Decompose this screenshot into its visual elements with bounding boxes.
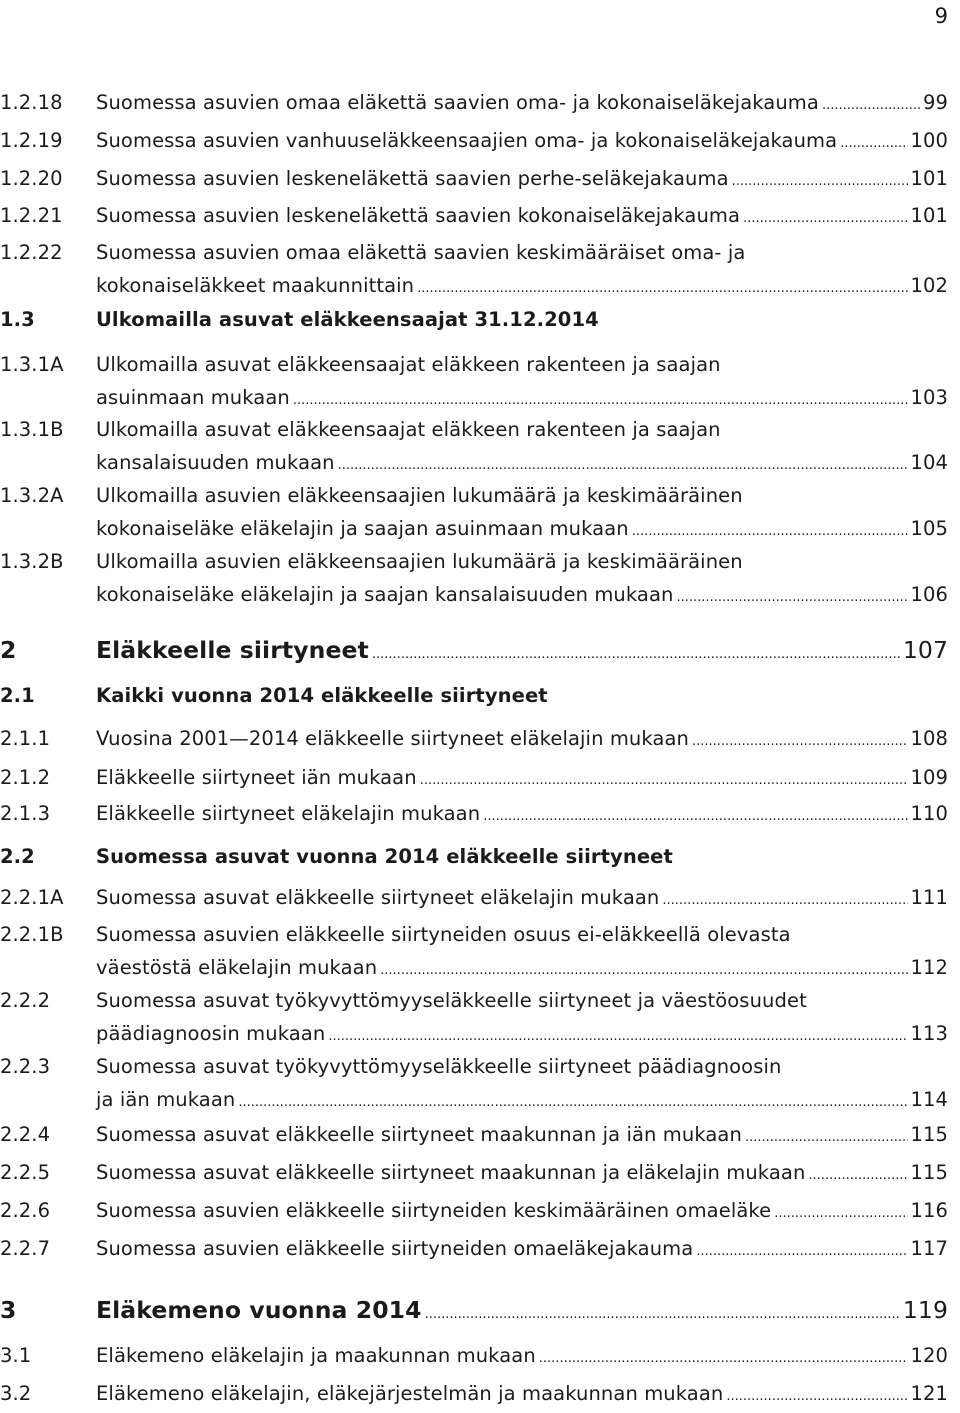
page-number: 9 xyxy=(934,4,948,28)
toc-entry-title: Vuosina 2001—2014 eläkkeelle siirtyneet eläkelajin mukaan xyxy=(96,727,689,750)
toc-entry-title: kansalaisuuden mukaan xyxy=(96,451,335,474)
toc-entry[interactable] xyxy=(0,86,948,122)
toc-entry-line xyxy=(96,479,948,512)
toc-leader-dots xyxy=(238,1086,908,1119)
toc-entry-number: 2.2.4 xyxy=(0,1123,51,1146)
toc-entry-line xyxy=(96,1118,948,1154)
toc-entry-number: 2.2.6 xyxy=(0,1199,51,1222)
toc-leader-dots xyxy=(808,1159,908,1192)
toc-entry-title: Ulkomailla asuvien eläkkeensaajien lukumäärä ja keskimääräinen xyxy=(96,550,743,573)
toc-entry-line xyxy=(96,1156,948,1192)
toc-entry-title: Suomessa asuvien eläkkeelle siirtyneiden keskimääräinen omaeläke xyxy=(96,1199,772,1222)
toc-section-heading[interactable] xyxy=(0,679,948,712)
toc-entry-number: 2.2.2 xyxy=(0,989,51,1012)
toc-entry-body xyxy=(96,1156,948,1192)
toc-entry-number: 2.1.1 xyxy=(0,727,51,750)
toc-entry-body xyxy=(96,722,948,758)
toc-entry-line xyxy=(96,446,948,482)
toc-entry-line xyxy=(96,413,948,446)
toc-entry[interactable] xyxy=(0,236,948,305)
toc-entry-title: Suomessa asuvat vuonna 2014 eläkkeelle siirtyneet xyxy=(96,845,673,868)
toc-leader-dots xyxy=(417,272,908,305)
toc-entry[interactable] xyxy=(0,1339,948,1375)
toc-entry-line xyxy=(96,1050,948,1083)
toc-section-heading[interactable] xyxy=(0,840,948,873)
toc-entry-line xyxy=(96,918,948,951)
toc-entry-line xyxy=(96,984,948,1017)
toc-entry-body xyxy=(96,236,948,305)
toc-page-number[interactable]: 100 xyxy=(910,129,948,152)
toc-entry-title: Ulkomailla asuvat eläkkeensaajat eläkkeen rakenteen ja saajan xyxy=(96,353,721,376)
toc-entry-title: Ulkomailla asuvat eläkkeensaajat 31.12.2014 xyxy=(96,308,599,331)
toc-entry-title: Suomessa asuvien vanhuuseläkkeensaajien oma- ja kokonaiseläkejakauma xyxy=(96,129,838,152)
toc-entry[interactable] xyxy=(0,1194,948,1230)
toc-entry-body xyxy=(96,1377,948,1413)
toc-page-number[interactable]: 116 xyxy=(910,1199,948,1222)
toc-entry[interactable] xyxy=(0,545,948,614)
toc-leader-dots xyxy=(743,202,908,235)
toc-entry-line xyxy=(96,881,948,917)
toc-leader-dots xyxy=(425,1298,901,1331)
toc-entry-body xyxy=(96,303,948,336)
toc-page-number[interactable]: 117 xyxy=(910,1237,948,1260)
toc-entry-title: päädiagnoosin mukaan xyxy=(96,1022,326,1045)
toc-entry-line xyxy=(96,199,948,235)
toc-entry-body xyxy=(96,797,948,833)
toc-page-number[interactable]: 99 xyxy=(922,91,948,114)
toc-section-heading[interactable] xyxy=(0,303,948,336)
toc-entry-line xyxy=(96,303,948,336)
toc-entry-title: Suomessa asuvien leskeneläkettä saavien kokonaiseläkejakauma xyxy=(96,204,741,227)
toc-entry-body xyxy=(96,1194,948,1230)
toc-entry-title: kokonaiseläke eläkelajin ja saajan kansalaisuuden mukaan xyxy=(96,583,674,606)
toc-entry[interactable] xyxy=(0,124,948,160)
toc-entry-title: Suomessa asuvat eläkkeelle siirtyneet eläkelajin mukaan xyxy=(96,886,660,909)
toc-entry[interactable] xyxy=(0,722,948,758)
toc-entry-line xyxy=(96,722,948,758)
toc-entry[interactable] xyxy=(0,984,948,1053)
toc-entry-number: 2.2.5 xyxy=(0,1161,51,1184)
toc-entry-title: Eläkkeelle siirtyneet eläkelajin mukaan xyxy=(96,802,481,825)
toc-leader-dots xyxy=(732,165,909,198)
toc-entry-title: Eläkkeelle siirtyneet iän mukaan xyxy=(96,766,417,789)
toc-entry-line xyxy=(96,162,948,198)
toc-page-number[interactable]: 104 xyxy=(910,451,948,474)
toc-page-number[interactable]: 114 xyxy=(910,1088,948,1111)
toc-entry-body xyxy=(96,761,948,797)
toc-entry-number: 2.2.3 xyxy=(0,1055,51,1078)
toc-entry-number: 1.3.1A xyxy=(0,353,64,376)
toc-entry-line xyxy=(96,951,948,987)
toc-leader-dots xyxy=(726,1380,908,1413)
toc-entry-number: 1.3 xyxy=(0,308,35,331)
toc-leader-dots xyxy=(774,1197,908,1230)
toc-leader-dots xyxy=(372,638,901,671)
toc-page-number[interactable]: 111 xyxy=(910,886,948,909)
toc-entry[interactable] xyxy=(0,918,948,987)
toc-entry-body xyxy=(96,1118,948,1154)
toc-entry-line xyxy=(96,1294,948,1331)
toc-entry[interactable] xyxy=(0,348,948,417)
toc-page-number[interactable]: 120 xyxy=(910,1344,948,1367)
toc-leader-dots xyxy=(662,884,908,917)
toc-entry-line xyxy=(96,840,948,873)
toc-entry-line xyxy=(96,1017,948,1053)
toc-entry-body xyxy=(96,881,948,917)
toc-entry-number: 2.2.1B xyxy=(0,923,64,946)
toc-page-number[interactable]: 103 xyxy=(910,386,948,409)
toc-entry-title: Suomessa asuvien omaa eläkettä saavien oma- ja kokonaiseläkejakauma xyxy=(96,91,819,114)
toc-entry[interactable] xyxy=(0,1050,948,1119)
toc-entry-title: Suomessa asuvat työkyvyttömyyseläkkeelle siirtyneet ja väestöosuudet xyxy=(96,989,807,1012)
toc-entry[interactable] xyxy=(0,1156,948,1192)
toc-entry-body xyxy=(96,984,948,1053)
toc-entry-number: 1.2.21 xyxy=(0,204,63,227)
toc-entry-number: 3.1 xyxy=(0,1344,32,1367)
toc-entry[interactable] xyxy=(0,1232,948,1268)
toc-entry-title: Suomessa asuvien omaa eläkettä saavien keskimääräiset oma- ja xyxy=(96,241,746,264)
toc-leader-dots xyxy=(539,1342,909,1375)
toc-leader-dots xyxy=(632,515,909,548)
toc-entry[interactable] xyxy=(0,413,948,482)
toc-entry[interactable] xyxy=(0,1118,948,1154)
toc-leader-dots xyxy=(692,725,908,758)
toc-entry-body xyxy=(96,634,948,671)
toc-entry-body xyxy=(96,1339,948,1375)
toc-entry-body xyxy=(96,348,948,417)
toc-entry-line xyxy=(96,381,948,417)
toc-entry-body xyxy=(96,199,948,235)
toc-leader-dots xyxy=(696,1235,908,1268)
toc-entry-number: 2.2.1A xyxy=(0,886,64,909)
toc-page-number[interactable]: 105 xyxy=(910,517,948,540)
toc-entry-line xyxy=(96,269,948,305)
toc-entry-line xyxy=(96,348,948,381)
toc-entry-body xyxy=(96,918,948,987)
toc-entry-line xyxy=(96,86,948,122)
toc-entry-line xyxy=(96,124,948,160)
toc-entry[interactable] xyxy=(0,479,948,548)
toc-entry-body xyxy=(96,413,948,482)
toc-entry[interactable] xyxy=(0,1377,948,1413)
toc-page-number[interactable]: 115 xyxy=(910,1161,948,1184)
toc-entry-title: kokonaiseläkkeet maakunnittain xyxy=(96,274,415,297)
toc-entry-body xyxy=(96,545,948,614)
toc-entry-line xyxy=(96,761,948,797)
toc-entry-title: Eläkemeno vuonna 2014 xyxy=(96,1296,422,1324)
toc-entry-number: 2.2 xyxy=(0,845,35,868)
toc-entry-title: Eläkemeno eläkelajin, eläkejärjestelmän ja maakunnan mukaan xyxy=(96,1382,724,1405)
toc-entry-body xyxy=(96,86,948,122)
toc-entry-number: 2.2.7 xyxy=(0,1237,51,1260)
toc-leader-dots xyxy=(328,1020,908,1053)
toc-entry-body xyxy=(96,479,948,548)
toc-page-number[interactable]: 113 xyxy=(910,1022,948,1045)
toc-page-number[interactable]: 119 xyxy=(902,1296,948,1324)
toc-entry-number: 2.1.2 xyxy=(0,766,51,789)
toc-entry[interactable] xyxy=(0,761,948,797)
toc-entry-number: 1.2.19 xyxy=(0,129,63,152)
toc-entry-number: 2.1 xyxy=(0,684,35,707)
toc-leader-dots xyxy=(420,764,909,797)
toc-entry-number: 3 xyxy=(0,1296,17,1324)
toc-page-number[interactable]: 101 xyxy=(910,167,948,190)
toc-page-number[interactable]: 106 xyxy=(910,583,948,606)
toc-page-number[interactable]: 110 xyxy=(910,802,948,825)
toc-entry-body xyxy=(96,1294,948,1331)
toc-entry-number: 2.1.3 xyxy=(0,802,51,825)
toc-entry[interactable] xyxy=(0,199,948,235)
toc-entry-line xyxy=(96,1194,948,1230)
toc-page-number[interactable]: 121 xyxy=(910,1382,948,1405)
toc-entry-title: Eläkemeno eläkelajin ja maakunnan mukaan xyxy=(96,1344,536,1367)
toc-entry-title: Ulkomailla asuvien eläkkeensaajien lukumäärä ja keskimääräinen xyxy=(96,484,743,507)
toc-entry-number: 1.3.2A xyxy=(0,484,64,507)
toc-entry-line xyxy=(96,1232,948,1268)
toc-entry-line xyxy=(96,679,948,712)
toc-entry-number: 1.2.22 xyxy=(0,241,63,264)
toc-page-number[interactable]: 108 xyxy=(910,727,948,750)
toc-entry-title: väestöstä eläkelajin mukaan xyxy=(96,956,378,979)
toc-entry[interactable] xyxy=(0,797,948,833)
toc-entry-line xyxy=(96,797,948,833)
toc-entry-title: asuinmaan mukaan xyxy=(96,386,290,409)
toc-entry-line xyxy=(96,236,948,269)
toc-page-number[interactable]: 107 xyxy=(902,636,948,664)
toc-entry-line xyxy=(96,634,948,671)
toc-entry-title: Suomessa asuvat eläkkeelle siirtyneet maakunnan ja iän mukaan xyxy=(96,1123,742,1146)
toc-entry-number: 1.2.20 xyxy=(0,167,63,190)
toc-page-number[interactable]: 112 xyxy=(910,956,948,979)
toc-entry-body xyxy=(96,162,948,198)
toc-leader-dots xyxy=(380,954,908,987)
toc-entry-line xyxy=(96,1339,948,1375)
toc-page-number[interactable]: 101 xyxy=(910,204,948,227)
toc-entry-title: Eläkkeelle siirtyneet xyxy=(96,636,369,664)
toc-entry-body xyxy=(96,124,948,160)
toc-entry-title: ja iän mukaan xyxy=(96,1088,236,1111)
toc-entry-title: Suomessa asuvat työkyvyttömyyseläkkeelle siirtyneet päädiagnoosin xyxy=(96,1055,782,1078)
toc-entry-number: 2 xyxy=(0,636,17,664)
toc-entry-title: Suomessa asuvien leskeneläkettä saavien perhe-seläkejakauma xyxy=(96,167,729,190)
toc-entry-title: Suomessa asuvat eläkkeelle siirtyneet maakunnan ja eläkelajin mukaan xyxy=(96,1161,806,1184)
toc-entry-title: Suomessa asuvien eläkkeelle siirtyneiden osuus ei-eläkkeellä olevasta xyxy=(96,923,791,946)
toc-entry-line xyxy=(96,512,948,548)
toc-leader-dots xyxy=(483,800,908,833)
toc-entry-line xyxy=(96,1377,948,1413)
toc-page-number[interactable]: 102 xyxy=(910,274,948,297)
toc-entry-title: kokonaiseläke eläkelajin ja saajan asuinmaan mukaan xyxy=(96,517,629,540)
toc-chapter-heading[interactable] xyxy=(0,1294,948,1331)
toc-page-number[interactable]: 115 xyxy=(910,1123,948,1146)
toc-leader-dots xyxy=(338,449,909,482)
toc-leader-dots xyxy=(822,89,921,122)
toc-entry-number: 1.3.1B xyxy=(0,418,64,441)
toc-entry-title: Ulkomailla asuvat eläkkeensaajat eläkkeen rakenteen ja saajan xyxy=(96,418,721,441)
toc-entry-title: Kaikki vuonna 2014 eläkkeelle siirtyneet xyxy=(96,684,548,707)
toc-leader-dots xyxy=(840,127,908,160)
toc-entry[interactable] xyxy=(0,881,948,917)
toc-entry-number: 1.2.18 xyxy=(0,91,63,114)
toc-leader-dots xyxy=(745,1121,909,1154)
toc-entry-body xyxy=(96,1050,948,1119)
toc-entry-number: 1.3.2B xyxy=(0,550,64,573)
toc-entry[interactable] xyxy=(0,162,948,198)
toc-entry-body xyxy=(96,840,948,873)
toc-leader-dots xyxy=(677,581,909,614)
toc-entry-line xyxy=(96,1083,948,1119)
toc-page-number[interactable]: 109 xyxy=(910,766,948,789)
toc-entry-body xyxy=(96,1232,948,1268)
toc-entry-title: Suomessa asuvien eläkkeelle siirtyneiden omaeläkejakauma xyxy=(96,1237,694,1260)
toc-entry-line xyxy=(96,545,948,578)
toc-chapter-heading[interactable] xyxy=(0,634,948,671)
toc-entry-line xyxy=(96,578,948,614)
toc-entry-number: 3.2 xyxy=(0,1382,32,1405)
toc-entry-body xyxy=(96,679,948,712)
